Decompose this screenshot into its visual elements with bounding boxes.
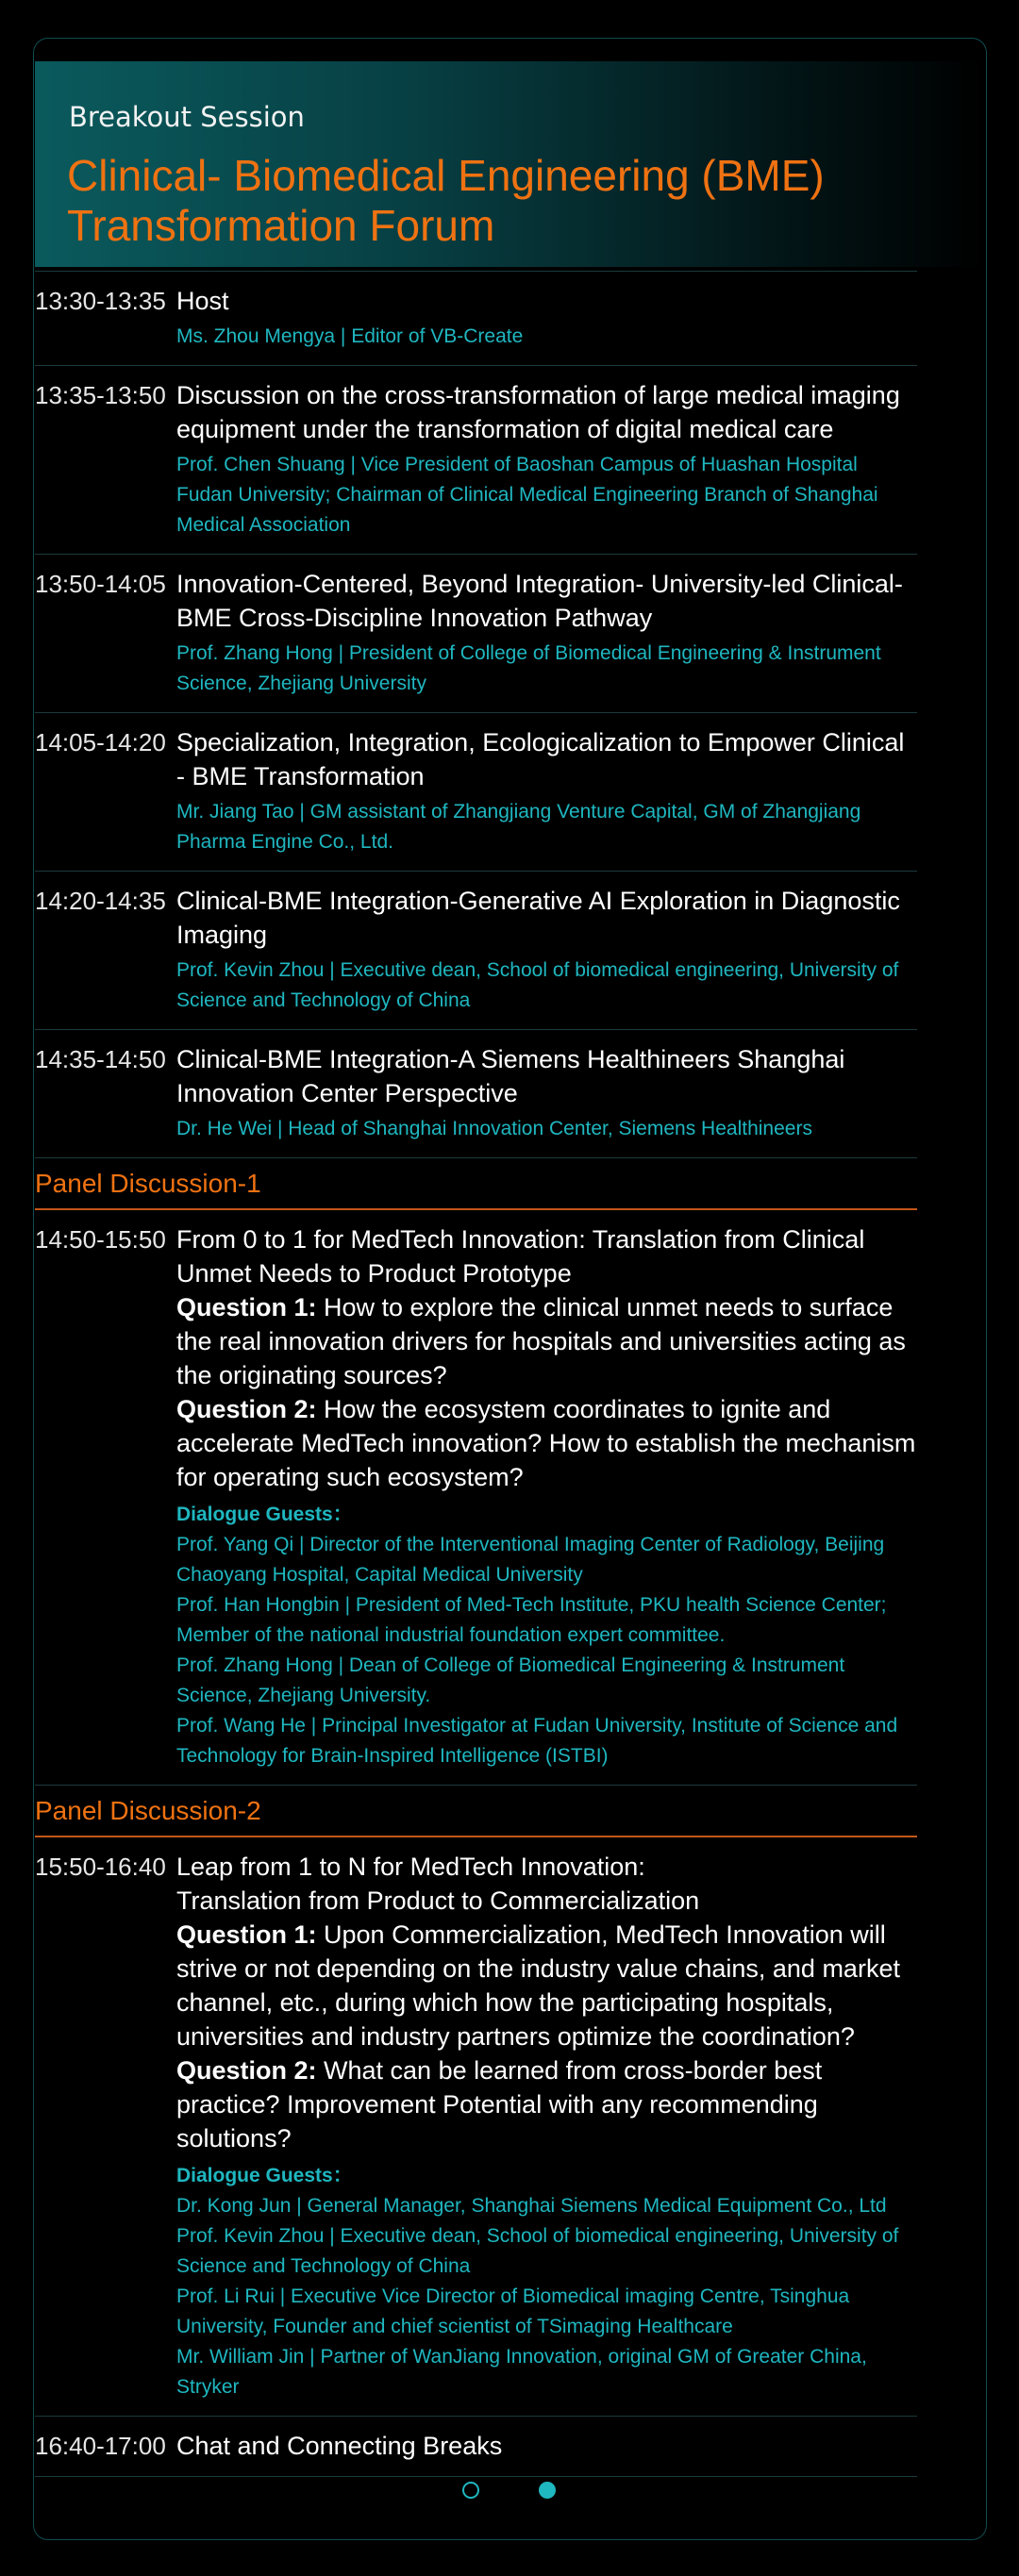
session-speaker: Prof. Zhang Hong | President of College of Biomedical Engineering & Instrument Science, Zhejiang University: [176, 642, 881, 694]
session-time: 13:35-13:50: [35, 381, 166, 409]
question-1: [176, 1918, 917, 2053]
pager-dots: [0, 2482, 1019, 2501]
session-topic: Clinical-BME Integration-A Siemens Healthineers Shanghai Innovation Center Perspective: [176, 1045, 845, 1107]
guest-item: Prof. Li Rui | Executive Vice Director of Biomedical imaging Centre, Tsinghua University, Founder and chief scientist of TSimaging Healthcare: [176, 2285, 850, 2337]
question-text: Upon Commercialization, MedTech Innovation will strive or not depending on the industry value chains, and market channel, etc., during which how the participating hospitals, universities and industry partners optimize the coordination?: [176, 1920, 900, 2051]
session-topic: From 0 to 1 for MedTech Innovation: Translation from Clinical Unmet Needs to Product Prototype: [176, 1225, 865, 1288]
panel-discussion-2: [35, 1785, 917, 1837]
guest-item: Mr. William Jin | Partner of WanJiang Innovation, original GM of Greater China, Stryker: [176, 2346, 867, 2398]
panel-discussion-1: [35, 1157, 917, 1210]
session-time: 13:50-14:05: [35, 570, 166, 598]
question-label: Question 2:: [176, 2056, 317, 2085]
question-1: [176, 1290, 917, 1392]
session-speaker: Dr. He Wei | Head of Shanghai Innovation Center, Siemens Healthineers: [176, 1118, 812, 1139]
session-speaker: Ms. Zhou Mengya | Editor of VB-Create: [176, 325, 524, 347]
question-label: Question 2:: [176, 1395, 317, 1423]
guest-item: Prof. Wang He | Principal Investigator at Fudan University, Institute of Science and Technology for Brain-Inspired Intelligence (ISTBI): [176, 1715, 898, 1767]
question-2: [176, 1392, 917, 1494]
session-time: 13:30-13:35: [35, 287, 166, 315]
session-time: 14:20-14:35: [35, 887, 166, 915]
session-topic: Innovation-Centered, Beyond Integration- University-led Clinical-BME Cross-Discipline Innovation Pathway: [176, 570, 903, 632]
session-topic: Chat and Connecting Breaks: [176, 2432, 503, 2460]
forum-header: [35, 61, 984, 267]
divider: [35, 2476, 917, 2477]
guest-item: Prof. Kevin Zhou | Executive dean, School of biomedical engineering, University of Science and Technology of China: [176, 2225, 899, 2277]
session-topic: Clinical-BME Integration-Generative AI Exploration in Diagnostic Imaging: [176, 887, 900, 949]
guest-item: Dr. Kong Jun | General Manager, Shanghai Siemens Medical Equipment Co., Ltd: [176, 2195, 887, 2217]
pager-dot-page-2-active[interactable]: [539, 2482, 556, 2499]
session-time: 14:35-14:50: [35, 1045, 166, 1073]
session-time: 14:05-14:20: [35, 728, 166, 756]
session-type-label: Breakout Session: [69, 101, 305, 133]
agenda-row: [35, 1029, 917, 1157]
guest-item: Prof. Yang Qi | Director of the Interventional Imaging Center of Radiology, Beijing Chaoyang Hospital, Capital Medical University: [176, 1534, 885, 1586]
agenda-row: [35, 365, 917, 554]
panel-title: Panel Discussion-2: [35, 1794, 917, 1837]
agenda-list: [35, 271, 917, 2477]
dialogue-guests-label: Dialogue Guests：: [176, 2165, 353, 2186]
question-text: How the ecosystem coordinates to ignite and accelerate MedTech innovation? How to establish the mechanism for operating such ecosystem?: [176, 1395, 916, 1491]
session-speaker: Prof. Kevin Zhou | Executive dean, School of biomedical engineering, University of Science and Technology of China: [176, 959, 899, 1011]
session-topic-line-2: Translation from Product to Commercialization: [176, 1886, 700, 1915]
session-speaker: Prof. Chen Shuang | Vice President of Baoshan Campus of Huashan Hospital Fudan University; Chairman of Clinical Medical Engineering Branch of Shanghai Medical Association: [176, 454, 878, 536]
session-time: 16:40-17:00: [35, 2432, 166, 2460]
panel-title: Panel Discussion-1: [35, 1167, 917, 1210]
session-topic: Discussion on the cross-transformation of large medical imaging equipment under the transformation of digital medical care: [176, 381, 900, 443]
agenda-row: [35, 554, 917, 712]
agenda-row: [35, 1837, 917, 2416]
agenda-row: [35, 2416, 917, 2476]
session-topic-line-1: Leap from 1 to N for MedTech Innovation:: [176, 1853, 645, 1881]
question-text: How to explore the clinical unmet needs to surface the real innovation drivers for hospitals and universities acting as the originating sources?: [176, 1293, 906, 1389]
question-label: Question 1:: [176, 1920, 317, 1949]
session-topic: Host: [176, 287, 229, 315]
agenda-row: [35, 271, 917, 365]
guest-item: Prof. Zhang Hong | Dean of College of Biomedical Engineering & Instrument Science, Zhejiang University.: [176, 1654, 845, 1706]
agenda-row: [35, 712, 917, 871]
session-topic: Specialization, Integration, Ecologicalization to Empower Clinical - BME Transformation: [176, 728, 905, 790]
session-time: 15:50-16:40: [35, 1853, 166, 1881]
dialogue-guests-label: Dialogue Guests：: [176, 1504, 353, 1525]
guest-item: Prof. Han Hongbin | President of Med-Tech Institute, PKU health Science Center; Member of the national industrial foundation expert committee.: [176, 1594, 887, 1646]
session-speaker: Mr. Jiang Tao | GM assistant of Zhangjiang Venture Capital, GM of Zhangjiang Pharma Engine Co., Ltd.: [176, 801, 861, 853]
question-label: Question 1:: [176, 1293, 317, 1321]
agenda-row: [35, 871, 917, 1029]
forum-title: Clinical- Biomedical Engineering (BME) Transformation Forum: [67, 151, 825, 250]
agenda-row: [35, 1210, 917, 1785]
question-text: What can be learned from cross-border best practice? Improvement Potential with any recommending solutions?: [176, 2056, 823, 2152]
question-2: [176, 2053, 917, 2155]
session-time: 14:50-15:50: [35, 1225, 166, 1254]
pager-dot-page-1[interactable]: [462, 2482, 479, 2499]
